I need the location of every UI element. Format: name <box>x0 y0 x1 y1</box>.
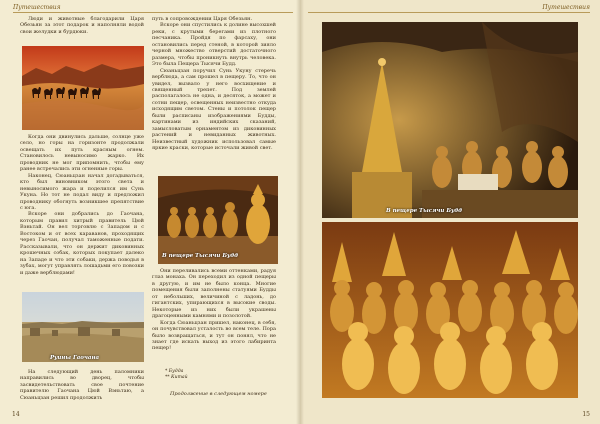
right-page <box>300 0 600 424</box>
column-1-bottom <box>20 369 144 401</box>
paragraph: Сюаньцзан поручил Сунь Укуну стеречь верблюда, а сам прошел в пещеру. То, что он увидел, вызвало у него восхищение и священный трепет. Под землей располагалось не одна, и десяток, а может и сотни пещер, освещенных неизвестно откуда исходящим светом. Стены и потолок пещер были расписаны изображениями Будды, картинами из индийских сказаний, замысловатым орнаментом из диковинных растений и невиданных животных. Неизвестный художник использовал самые яркие краски, которые источали живой свет. <box>152 67 276 152</box>
header-rule-left <box>13 12 293 13</box>
page-fold <box>296 0 304 424</box>
caption-cave-small: В пещере Тысячи Будд <box>162 253 238 259</box>
paragraph: На следующий день паломники направились во дворец, чтобы засвидетельствовать свое почтение правителю Гаочана Цюй Вэньтаю, а Сюаньцзан решил продолжить <box>20 369 144 401</box>
column-2-top <box>152 16 276 152</box>
paragraph: путь в сопровождении Царя Обезьян. <box>152 16 253 22</box>
paragraph: Вскоре они добрались до Гаочана, которым правил хитрый правитель Цюй Вэньтай. Он вел торговлю с Западом и с Востоком и от всех караванов, проходящих через Гаочан, получал таможенные подати. Рассказывали, что он держит диковинных крошечных собак, которых покупает далеко на Западе и что эти собаки, держа поводья в зубах, могут управлять лошадьми его повозки и даже верблюдами! <box>20 211 144 276</box>
column-1-top <box>20 16 144 35</box>
paragraph: Вскоре они спустились к долине высохшей реки, с крутыми берегами из плотного песчаника. Пройдя по фарсаху, они остановились перед стеной, в которой зияло черной множество отверстий достаточного размера, чтобы проникнуть внутрь человека. Это была Пещера Тысячи Будд. <box>152 22 276 68</box>
paragraph: Когда они двинулись дальше, солнце уже село, но горы на горизонте продолжали освещать их путь красным огнем. Становилось невыносимо жарко. Их проводник не мог припомнить, чтобы ему ранее встречались эти огненные горы. <box>20 134 144 173</box>
footnotes <box>165 369 188 381</box>
camel-caravan-image <box>22 46 144 130</box>
cave-buddha-rows-image <box>322 222 578 398</box>
caption-cave-big: В пещере Тысячи Будд <box>386 208 462 214</box>
footnote-1: * Будда <box>165 369 184 374</box>
caption-gaochang: Руины Гаочана <box>50 355 100 361</box>
paragraph: Они переливались всеми оттенками, радуя глаз монаха. Он переходил из одной пещеры в другую, и им не было конца. Многие помещения были заполнены статуями Будды от небольших, величиной с ладонь, до гигантских, упирающихся в высокие своды. Некоторые из них были украшены драгоценными камнями и позолотой. <box>152 268 276 320</box>
paragraph: Наконец, Сюаньцзан начал догадываться, кто был виновником этого света и невыносимого жара и поделился им Сунь Укуна. Но тот не подал виду и предложил проводнику обогнуть возникшее препятствие с юга. <box>20 172 144 211</box>
cave-buddhas-small-image <box>158 176 278 264</box>
footnote-2: ** Китай <box>165 375 188 380</box>
paragraph: Люди и животные благодарили Царя Обезьян за этот подарок и наполняли водой свои желудки и бурдюки. <box>20 16 144 35</box>
column-1-middle <box>20 134 144 276</box>
cave-golden-stupa-image <box>322 22 578 218</box>
column-2-bottom <box>152 268 276 352</box>
page-number-right: 15 <box>582 411 590 418</box>
paragraph: Когда Сюаньцзан пришел, наконец, в себя, он почувствовал усталость во всем теле. Пора было возвращаться, и тут он понял, что не знает где искать выход из этого лабиринта пещер! <box>152 319 276 352</box>
continued-note: Продолжение в следующем номере <box>170 391 267 397</box>
running-head-right: Путешествия <box>542 4 590 11</box>
running-head-left: Путешествия <box>13 4 61 11</box>
gaochang-ruins-image <box>22 292 144 362</box>
page-number-left: 14 <box>12 411 20 418</box>
header-rule-right <box>308 12 590 13</box>
